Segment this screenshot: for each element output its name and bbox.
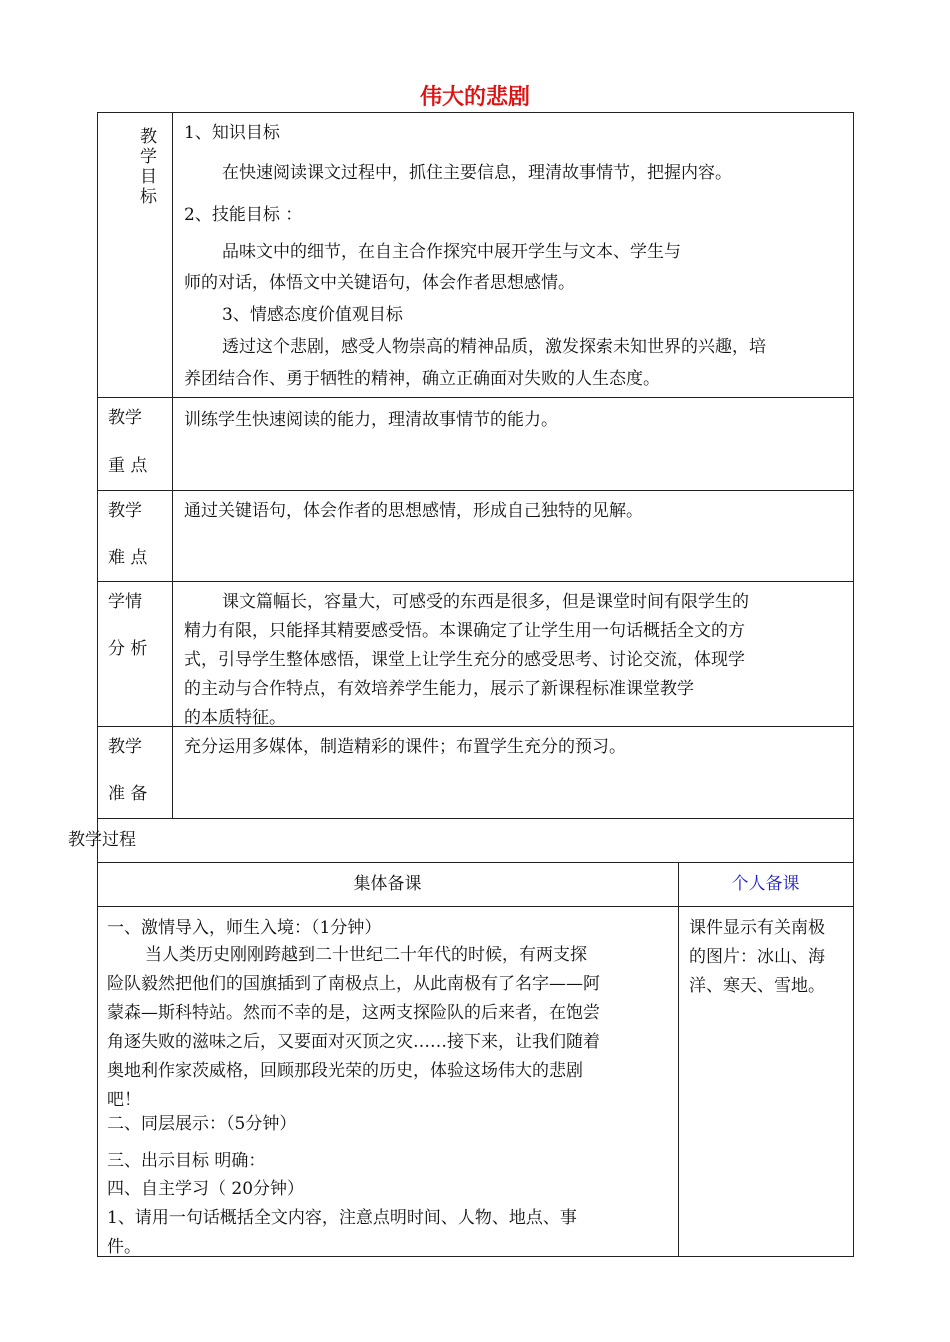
preparation-label-top: 教学 — [108, 737, 142, 757]
objectives-label-char: 标 — [140, 187, 157, 207]
collective-line: 当人类历史刚刚跨越到二十世纪二十年代的时候，有两支探 — [145, 945, 587, 965]
key-points-label-top: 教学 — [108, 408, 142, 428]
process-label: 教学过程 — [68, 830, 136, 850]
key-points-text: 训练学生快速阅读的能力，理清故事情节的能力。 — [184, 410, 558, 430]
personal-line: 的图片：冰山、海 — [689, 947, 825, 967]
personal-line: 课件显示有关南极 — [689, 918, 825, 938]
collective-line: 件。 — [107, 1237, 141, 1257]
objective-line: 在快速阅读课文过程中，抓住主要信息，理清故事情节，把握内容。 — [222, 163, 732, 183]
personal-line: 洋、寒天、雪地。 — [689, 976, 825, 996]
collective-header: 集体备课 — [353, 874, 422, 894]
collective-line: 蒙森—斯科特站。然而不幸的是，这两支探险队的后来者，在饱尝 — [107, 1003, 600, 1023]
difficulties-label-top: 教学 — [108, 501, 142, 521]
objective-line: 3、情感态度价值观目标 — [222, 305, 403, 325]
difficulties-label-bottom: 难 点 — [108, 548, 148, 568]
collective-line: 二、同层展示：（5分钟） — [107, 1114, 297, 1134]
personal-header: 个人备课 — [731, 874, 800, 894]
objective-line: 师的对话，体悟文中关键语句，体会作者思想感情。 — [184, 273, 575, 293]
analysis-line: 的主动与合作特点，有效培养学生能力，展示了新课程标准课堂教学 — [184, 679, 694, 699]
analysis-label-bottom: 分 析 — [108, 639, 148, 659]
objective-line: 养团结合作、勇于牺牲的精神，确立正确面对失败的人生态度。 — [184, 369, 660, 389]
analysis-line: 课文篇幅长，容量大，可感受的东西是很多，但是课堂时间有限学生的 — [222, 592, 749, 612]
page-title: 伟大的悲剧 — [419, 85, 530, 110]
analysis-label-top: 学情 — [108, 592, 142, 612]
objective-line: 1、知识目标 — [184, 123, 280, 143]
collective-line: 角逐失败的滋味之后，又要面对灭顶之灾……接下来，让我们随着 — [107, 1032, 600, 1052]
collective-line: 四、自主学习（ 20分钟） — [107, 1179, 305, 1199]
preparation-label-bottom: 准 备 — [108, 784, 148, 804]
collective-line: 险队毅然把他们的国旗插到了南极点上，从此南极有了名字——阿 — [107, 974, 600, 994]
objective-line: 品味文中的细节，在自主合作探究中展开学生与文本、学生与 — [222, 242, 681, 262]
collective-line: 三、出示目标 明确： — [107, 1151, 266, 1171]
collective-line: 吧！ — [107, 1090, 141, 1110]
preparation-text: 充分运用多媒体，制造精彩的课件；布置学生充分的预习。 — [184, 737, 626, 757]
analysis-line: 的本质特征。 — [184, 708, 286, 728]
collective-line: 1、请用一句话概括全文内容，注意点明时间、人物、地点、事 — [107, 1208, 577, 1228]
objective-line: 2、技能目标 ： — [184, 205, 303, 225]
analysis-line: 精力有限，只能择其精要感受悟。本课确定了让学生用一句话概括全文的方 — [184, 621, 745, 641]
objectives-label-char: 目 — [140, 167, 157, 187]
difficulties-text: 通过关键语句，体会作者的思想感情，形成自己独特的见解。 — [184, 501, 643, 521]
key-points-label-bottom: 重 点 — [108, 456, 148, 476]
objectives-label-char: 学 — [140, 147, 157, 167]
analysis-line: 式，引导学生整体感悟，课堂上让学生充分的感受思考、讨论交流，体现学 — [184, 650, 745, 670]
collective-line: 一、激情导入，师生入境：（1分钟） — [107, 918, 382, 938]
objectives-label-char: 教 — [140, 127, 157, 147]
objective-line: 透过这个悲剧，感受人物崇高的精神品质，激发探索未知世界的兴趣，培 — [222, 337, 766, 357]
collective-line: 奥地利作家茨威格，回顾那段光荣的历史，体验这场伟大的悲剧 — [107, 1061, 583, 1081]
